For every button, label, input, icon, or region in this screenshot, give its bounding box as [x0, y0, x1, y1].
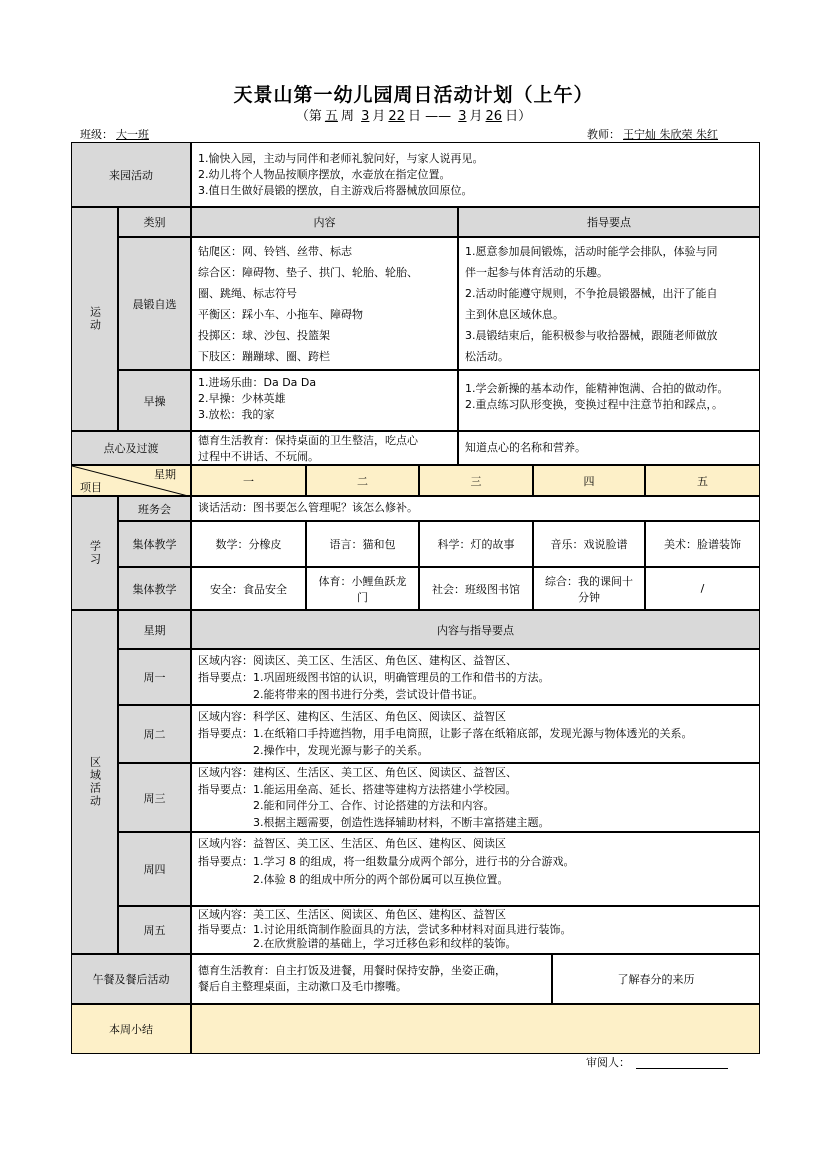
- page-title: 天景山第一幼儿园周日活动计划（上午）: [233, 84, 594, 106]
- class-info: [80, 126, 179, 142]
- morning-guide-line: 主到休息区域休息。: [465, 308, 564, 321]
- group1-fri: 美术：脸谱装饰: [645, 521, 760, 567]
- area-line: 区域内容：美工区、生活区、阅读区、角色区、建构区、益智区: [198, 908, 506, 921]
- class-value: 大一班: [116, 128, 149, 141]
- start-month: 3: [361, 109, 370, 124]
- morning-guide-line: 松活动。: [465, 350, 509, 363]
- plan-table: [71, 142, 760, 1054]
- meeting-content: 谈话活动：图书要怎么管理呢？该怎么修补。: [191, 496, 760, 521]
- morning-content-line: 平衡区：踩小车、小拖车、障碍物: [198, 308, 363, 321]
- sport-label: [71, 207, 118, 431]
- morning-content-line: 圈、跳绳、标志符号: [198, 287, 297, 300]
- item-label: 项目: [80, 481, 102, 494]
- area-line: 2.在欣赏脸谱的基础上，学习迁移色彩和纹样的装饰。: [198, 937, 517, 950]
- area-line: 指导要点：1.讨论用纸筒制作脸面具的方法，尝试多种材料对面具进行装饰。: [198, 922, 572, 936]
- area-line: 2.体验 8 的组成中所分的两个部份属可以互换位置。: [198, 873, 509, 886]
- morning-content-line: 下肢区：蹦蹦球、圈、跨栏: [198, 350, 330, 363]
- morning-guide-line: 1.愿意参加晨间锻炼，活动时能学会排队，体验与同: [465, 245, 718, 258]
- group1-mon: 数学：分橡皮: [191, 521, 306, 567]
- morning-exercise-label: 晨锻自选: [118, 237, 191, 370]
- exercise-guide: [458, 370, 760, 431]
- morning-content-line: 投掷区：球、沙包、投篮架: [198, 329, 330, 342]
- summary-label: 本周小结: [71, 1004, 191, 1054]
- day-header-1: 一: [191, 465, 306, 496]
- meeting-label: 班务会: [118, 496, 191, 521]
- exercise-guide-line: 1.学会新操的基本动作，能精神饱满、合拍的做动作。: [465, 382, 729, 395]
- week-item-header: [71, 465, 191, 496]
- lunch-label: 午餐及餐后活动: [71, 954, 191, 1004]
- reviewer-signature-line[interactable]: [636, 1068, 728, 1069]
- area-content-tue: [191, 705, 760, 763]
- snack-content: [191, 431, 458, 465]
- lunch-content-line: 餐后自主整理桌面，主动漱口及毛巾擦嘴。: [198, 980, 407, 993]
- lunch-content-line: 德育生活教育：自主打饭及进餐，用餐时保持安静，坐姿正确，: [198, 964, 506, 977]
- area-content-fri: [191, 906, 760, 954]
- sport-header-guide: 指导要点: [458, 207, 760, 237]
- area-header-content: 内容与指导要点: [191, 610, 760, 649]
- area-line: 区域内容：阅读区、美工区、生活区、角色区、建构区、益智区、: [198, 654, 517, 667]
- snack-content-line: 过程中不讲话、不玩闹。: [198, 450, 319, 463]
- area-label-text: 区域活动: [88, 756, 102, 808]
- study-label: [71, 496, 118, 610]
- area-line: 区域内容：科学区、建构区、生活区、角色区、阅读区、益智区: [198, 710, 506, 723]
- morning-content-line: 钻爬区：网、铃铛、丝带、标志: [198, 245, 352, 258]
- end-month: 3: [458, 109, 467, 124]
- day-header-2: 二: [306, 465, 419, 496]
- subtitle-open: （第: [295, 109, 322, 124]
- area-content-mon: [191, 649, 760, 705]
- arrival-label: 来园活动: [71, 142, 191, 207]
- reviewer-field: [586, 1054, 630, 1070]
- arrival-line: 1.愉快入园，主动与同伴和老师礼貌问好，与家人说再见。: [198, 152, 484, 165]
- start-day: 22: [388, 109, 405, 124]
- class-label: 班级：: [80, 128, 113, 141]
- morning-guide-line: 伴一起参与体育活动的乐趣。: [465, 266, 608, 279]
- group2-wed: 社会：班级图书馆: [419, 567, 533, 610]
- subtitle-month-label-1: 月: [372, 109, 386, 124]
- morning-guide-line: 3.晨锻结束后，能积极参与收拾器械，跟随老师做放: [465, 329, 718, 342]
- area-line: 指导要点：1.能运用垒高、延长、搭建等建构方法搭建小学校园。: [198, 782, 517, 796]
- area-day-thu: 周四: [118, 832, 191, 906]
- sport-header-type: 类别: [118, 207, 191, 237]
- reviewer-label: 审阅人：: [586, 1056, 630, 1069]
- area-line: 2.能将带来的图书进行分类，尝试设计借书证。: [198, 688, 484, 701]
- area-content-wed: [191, 763, 760, 832]
- subtitle-day-label-2: 日）: [505, 109, 532, 124]
- subtitle-day-label-1: 日 ——: [407, 109, 452, 124]
- area-day-wed: 周三: [118, 763, 191, 832]
- day-header-5: 五: [645, 465, 760, 496]
- area-header-day: 星期: [118, 610, 191, 649]
- day-header-4: 四: [533, 465, 645, 496]
- exercise-content-line: 3.放松：我的家: [198, 408, 275, 421]
- morning-content-line: 综合区：障碍物、垫子、拱门、轮胎、轮胎、: [198, 266, 418, 279]
- area-line: 区域内容：建构区、生活区、美工区、角色区、阅读区、益智区、: [198, 766, 517, 779]
- group2-fri: /: [645, 567, 760, 610]
- sport-label-text: 运动: [88, 306, 102, 332]
- area-line: 3.根据主题需要，创造性选择辅助材料，不断丰富搭建主题。: [198, 815, 550, 829]
- area-content-thu: [191, 832, 760, 906]
- exercise-label: 早操: [118, 370, 191, 431]
- summary-content[interactable]: [191, 1004, 760, 1054]
- morning-guide-line: 2.活动时能遵守规则，不争抢晨锻器械，出汗了能自: [465, 287, 718, 300]
- group2-tue: 体育：小鲤鱼跃龙门: [306, 567, 419, 610]
- end-day: 26: [485, 109, 503, 124]
- area-day-mon: 周一: [118, 649, 191, 705]
- area-line: 指导要点：1.巩固班级图书馆的认识，明确管理员的工作和借书的方法。: [198, 671, 550, 684]
- group1-wed: 科学：灯的故事: [419, 521, 533, 567]
- area-line: 区域内容：益智区、美工区、生活区、角色区、建构区、阅读区: [198, 837, 506, 850]
- subtitle-month-label-2: 月: [469, 109, 483, 124]
- area-day-tue: 周二: [118, 705, 191, 763]
- group-teaching-label-1: 集体教学: [118, 521, 191, 567]
- exercise-content-line: 1.进场乐曲：Da Da Da: [198, 376, 317, 389]
- group2-thu: 综合：我的课间十分钟: [533, 567, 645, 610]
- week-date-range: [0, 105, 827, 124]
- arrival-content: [191, 142, 760, 207]
- lunch-guide: 了解春分的来历: [552, 954, 760, 1004]
- exercise-content-line: 2.早操：少林英雄: [198, 392, 286, 405]
- group-teaching-label-2: 集体教学: [118, 567, 191, 610]
- teacher-info: [587, 126, 721, 142]
- snack-content-line: 德育生活教育：保持桌面的卫生整洁，吃点心: [198, 434, 418, 447]
- week-number: 五: [324, 109, 338, 124]
- group1-tue: 语言：猫和包: [306, 521, 419, 567]
- area-label: [71, 610, 118, 954]
- day-header-3: 三: [419, 465, 533, 496]
- study-label-text: 学习: [88, 540, 102, 566]
- teacher-value: 王宁灿 朱欣荣 朱红: [623, 128, 718, 141]
- morning-exercise-guide: [458, 237, 760, 370]
- group2-mon: 安全：食品安全: [191, 567, 306, 610]
- area-line: 2.能和同伴分工、合作、讨论搭建的方法和内容。: [198, 799, 495, 812]
- arrival-line: 3.值日生做好晨锻的摆放，自主游戏后将器械放回原位。: [198, 184, 473, 197]
- teacher-label: 教师：: [587, 128, 620, 141]
- area-line: 2.操作中，发现光源与影子的关系。: [198, 744, 429, 757]
- lunch-content: [191, 954, 552, 1004]
- snack-guide: 知道点心的名称和营养。: [458, 431, 760, 465]
- exercise-guide-line: 2.重点练习队形变换，变换过程中注意节拍和踩点，。: [465, 398, 723, 411]
- subtitle-week-label: 周: [340, 109, 354, 124]
- area-line: 指导要点：1.学习 8 的组成，将一组数量分成两个部分，进行书的分合游戏。: [198, 855, 575, 868]
- week-day-label: 星期: [154, 468, 176, 481]
- exercise-content: [191, 370, 458, 431]
- sport-header-content: 内容: [191, 207, 458, 237]
- arrival-line: 2.幼儿将个人物品按顺序摆放，水壶放在指定位置。: [198, 168, 451, 181]
- area-line: 指导要点：1.在纸箱口手持遮挡物，用手电筒照，让影子落在纸箱底部，发现光源与物体透光的关系。: [198, 727, 693, 740]
- area-day-fri: 周五: [118, 906, 191, 954]
- snack-label: 点心及过渡: [71, 431, 191, 465]
- group1-thu: 音乐：戏说脸谱: [533, 521, 645, 567]
- morning-exercise-content: [191, 237, 458, 370]
